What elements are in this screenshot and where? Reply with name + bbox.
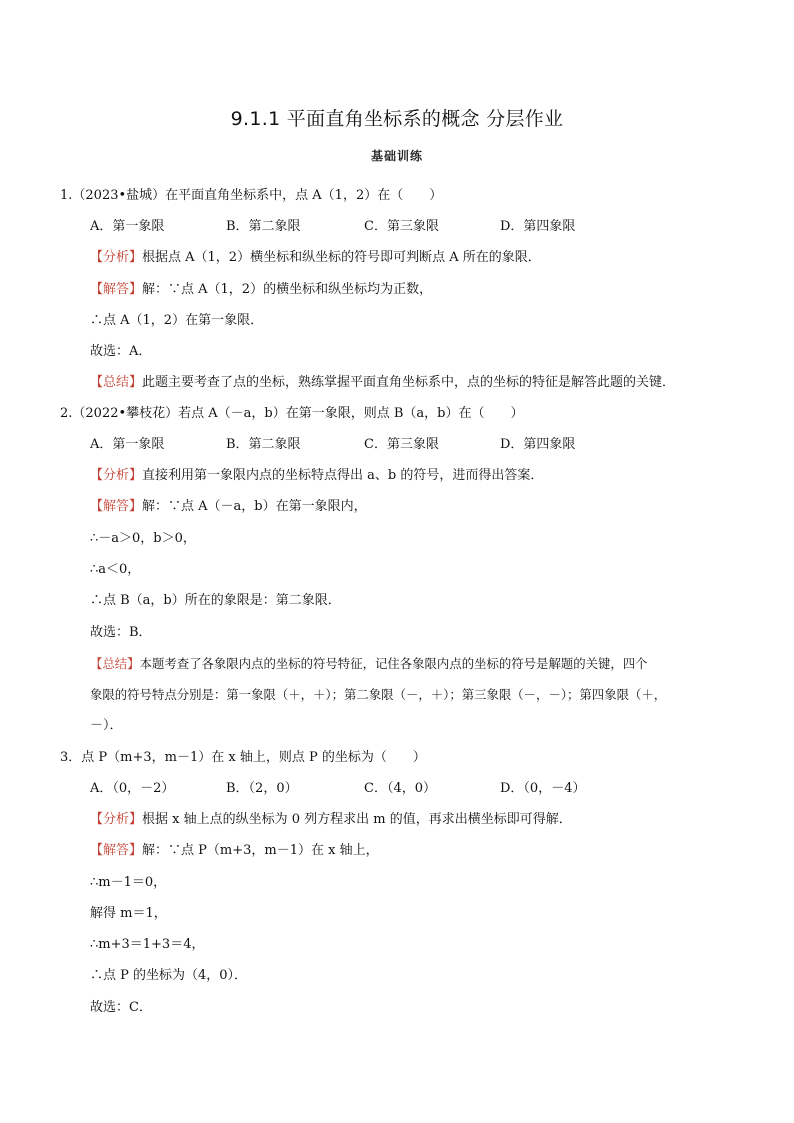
summary-tag: 【总结】 bbox=[90, 375, 143, 390]
q2-analysis-text: 直接利用第一象限内点的坐标特点得出 a、b 的符号，进而得出答案． bbox=[142, 468, 544, 483]
q1-choice: 故选：A． bbox=[90, 344, 152, 359]
q2-option-c: C．第三象限 bbox=[364, 437, 439, 452]
q3-stem: 3．点 P（m+3，m－1）在 x 轴上，则点 P 的坐标为（ ） bbox=[60, 750, 426, 765]
q3-step-1: ∴m－1＝0， bbox=[90, 875, 167, 890]
q2-analysis bbox=[90, 468, 543, 484]
q1-option-c: C．第三象限 bbox=[364, 219, 439, 234]
q1-option-b: B．第二象限 bbox=[226, 219, 301, 234]
analysis-tag: 【分析】 bbox=[90, 812, 143, 827]
q2-summary-line-1: 本题考查了各象限内点的坐标的符号特征，记住各象限内点的坐标的符号是解题的关键，四个 bbox=[139, 656, 648, 671]
q3-analysis-text: 根据 x 轴上点的纵坐标为 0 列方程求出 m 的值，再求出横坐标即可得解． bbox=[142, 812, 572, 827]
q3-step-3: ∴m+3＝1+3＝4， bbox=[90, 937, 205, 952]
q1-answer bbox=[90, 282, 432, 298]
q3-analysis bbox=[90, 812, 572, 828]
answer-tag: 【解答】 bbox=[90, 843, 143, 858]
q1-summary bbox=[90, 375, 675, 391]
q3-option-c: C．（4，0） bbox=[364, 781, 436, 796]
q3-option-a: A．（0，－2） bbox=[90, 781, 175, 796]
q2-option-a: A．第一象限 bbox=[90, 437, 165, 452]
q1-analysis bbox=[90, 250, 541, 266]
q1-option-a: A．第一象限 bbox=[90, 219, 165, 234]
q3-answer-text: 解：∵点 P（m+3，m－1）在 x 轴上， bbox=[142, 843, 379, 858]
q1-step-1: ∴点 A（1，2）在第一象限． bbox=[90, 313, 264, 328]
analysis-tag: 【分析】 bbox=[90, 468, 143, 483]
q2-step-1: ∴－a＞0，b＞0， bbox=[90, 531, 196, 546]
document-title: 9.1.1 平面直角坐标系的概念 分层作业 bbox=[230, 108, 564, 130]
summary-tag: 【总结】 bbox=[90, 656, 140, 671]
answer-tag: 【解答】 bbox=[90, 282, 143, 297]
q3-option-b: B．（2，0） bbox=[226, 781, 298, 796]
q3-choice: 故选：C． bbox=[90, 1000, 152, 1015]
q2-stem: 2.（2022•攀枝花）若点 A（－a，b）在第一象限，则点 B（a，b）在（ ） bbox=[60, 406, 524, 421]
q2-summary bbox=[90, 656, 648, 672]
q2-answer bbox=[90, 499, 367, 515]
q2-step-2: ∴a＜0， bbox=[90, 562, 141, 577]
analysis-tag: 【分析】 bbox=[90, 250, 143, 265]
q3-step-4: ∴点 P 的坐标为（4，0）． bbox=[90, 968, 248, 983]
q3-answer bbox=[90, 843, 379, 859]
q2-summary-line-3: －）． bbox=[90, 718, 123, 733]
q2-option-b: B．第二象限 bbox=[226, 437, 301, 452]
section-heading: 基础训练 bbox=[370, 149, 423, 163]
q3-option-d: D．（0，－4） bbox=[500, 781, 586, 796]
q1-analysis-text: 根据点 A（1，2）横坐标和纵坐标的符号即可判断点 A 所在的象限． bbox=[142, 250, 541, 265]
q1-option-d: D．第四象限 bbox=[500, 219, 576, 234]
q2-step-3: ∴点 B（a，b）所在的象限是：第二象限． bbox=[90, 593, 341, 608]
q1-summary-text: 此题主要考查了点的坐标，熟练掌握平面直角坐标系中，点的坐标的特征是解答此题的关键． bbox=[142, 375, 676, 390]
answer-tag: 【解答】 bbox=[90, 499, 143, 514]
q1-stem: 1.（2023•盐城）在平面直角坐标系中，点 A（1，2）在（ ） bbox=[60, 188, 443, 203]
q2-choice: 故选：B． bbox=[90, 625, 152, 640]
q2-answer-text: 解：∵点 A（－a，b）在第一象限内， bbox=[142, 499, 367, 514]
q2-summary-line-2: 象限的符号特点分别是：第一象限（＋，＋）；第二象限（－，＋）；第三象限（－，－）；第四象限（＋， bbox=[90, 687, 667, 702]
q3-step-2: 解得 m＝1， bbox=[90, 906, 167, 921]
q1-answer-text: 解：∵点 A（1，2）的横坐标和纵坐标均为正数， bbox=[142, 282, 433, 297]
q2-option-d: D．第四象限 bbox=[500, 437, 576, 452]
